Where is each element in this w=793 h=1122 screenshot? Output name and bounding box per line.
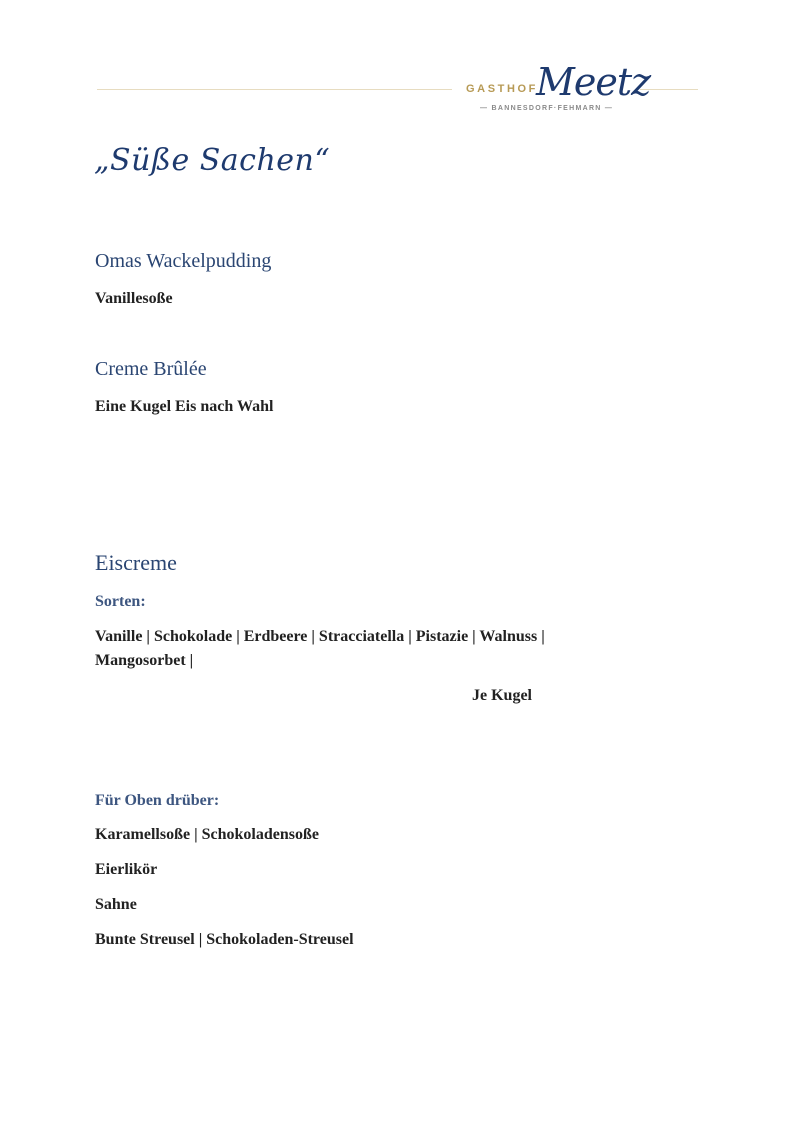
- price-per-scoop-label: Je Kugel: [472, 687, 532, 704]
- logo-prefix: GASTHOF: [466, 83, 538, 95]
- page-title: „Süße Sachen“: [94, 143, 331, 178]
- dish-description-wackelpudding: Vanillesoße: [95, 290, 173, 307]
- topping-item: Eierlikör: [95, 861, 158, 878]
- logo-name: Meetz: [536, 60, 651, 104]
- dish-name-creme-brulee: Creme Brûlée: [95, 358, 207, 380]
- sorts-line-1: Vanille | Schokolade | Erdbeere | Stracciatella | Pistazie | Walnuss |: [95, 628, 545, 645]
- sorts-line-2: Mangosorbet |: [95, 652, 194, 669]
- dish-name-wackelpudding: Omas Wackelpudding: [95, 250, 272, 272]
- topping-item: Bunte Streusel | Schokoladen-Streusel: [95, 931, 354, 948]
- logo-subline: — BANNESDORF·FEHMARN —: [480, 105, 614, 112]
- sorts-label: Sorten:: [95, 593, 146, 610]
- topping-item: Sahne: [95, 896, 137, 913]
- header-rule-left: [97, 89, 452, 90]
- gasthof-meetz-logo: [462, 60, 651, 120]
- topping-item: Karamellsoße | Schokoladensoße: [95, 826, 319, 843]
- section-heading-eiscreme: Eiscreme: [95, 550, 177, 575]
- dish-description-creme-brulee: Eine Kugel Eis nach Wahl: [95, 398, 274, 415]
- toppings-label: Für Oben drüber:: [95, 792, 220, 809]
